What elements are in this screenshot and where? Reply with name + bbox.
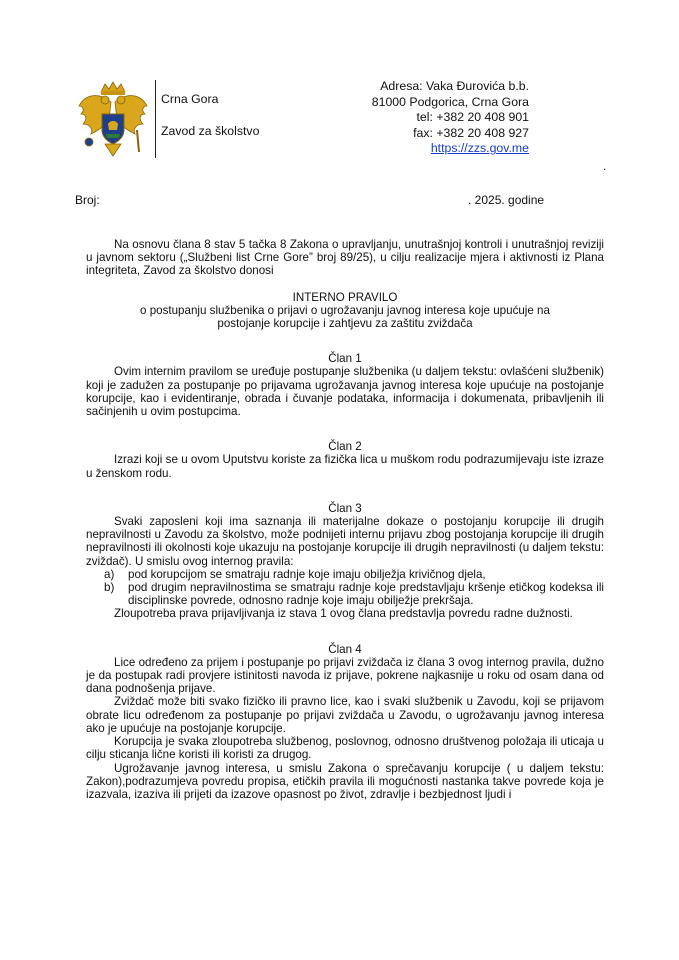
document-title: INTERNO PRAVILO (292, 290, 398, 304)
article-4-paragraph-3: Korupcija je svaka zloupotreba službenog, poslovnog, odnosno društvenog položaja ili uticaja u cilju sticanja lične koristi ili koristi za drugog. (86, 735, 604, 762)
broj-label: Broj: (75, 193, 100, 207)
list-item (86, 568, 604, 581)
article-3-paragraph-2: Zloupotreba prava prijavljivanja iz stava 1 ovog člana predstavlja povredu radne dužnosti. (114, 607, 573, 621)
list-item-text: pod korupcijom se smatraju radnje koje imaju obilježja krivičnog djela, (128, 567, 486, 581)
fax-line: fax: +382 20 408 927 (413, 125, 529, 140)
list-item-text: pod drugim nepravilnostima se smatraju radnje koje predstavljaju kršenje etičkog kodeksa ili disciplinske povrede, odnosno radnje koje imaju obilježje prekršaja. (128, 581, 604, 608)
list-item (86, 581, 604, 607)
document-body (86, 238, 604, 801)
document-subtitle: o postupanju službenika o prijavi o ugrožavanju javnog interesa koje upućuje na postojanje korupcije i zahtjevu za zaštitu zviždača (140, 303, 550, 331)
address-block (372, 79, 529, 157)
list-item-label: b) (104, 581, 115, 595)
article-4-paragraph-1: Lice određeno za prijem i postupanje po prijavi zviždača iz člana 3 ovog internog pravila, dužno je da postupak radi provjere istinitosti navoda iz prijave, pokrene najkasnije u roku od osam dana od dana podnošenja prijave. (86, 655, 604, 696)
article-4-paragraph-4: Ugrožavanje javnog interesa, u smislu Zakona o sprečavanju korupcije ( u daljem tekstu: Zakon),podrazumjeva povredu propisa, etičkih pravila ili mogućnosti nastanka takve povrede koja je izazvala, izaziva ili prijeti da izazove opasnost po život, zdravlje i bezbjednost ljudi i (86, 761, 604, 801)
country-name: Crna Gora (161, 92, 219, 106)
institution-name: Zavod za školstvo (161, 124, 260, 138)
article-2-paragraph: Izrazi koji se u ovom Uputstvu koriste za fizička lica u muškom rodu podrazumijevaju iste izraze u ženskom rodu. (86, 453, 604, 480)
coat-of-arms-emblem (75, 80, 151, 160)
header-dot: . (603, 159, 607, 173)
article-4-heading: Član 4 (328, 642, 362, 656)
city-line: 81000 Podgorica, Crna Gora (371, 94, 529, 109)
address-line: Adresa: Vaka Đurovića b.b. (380, 79, 529, 93)
phone-line: tel: +382 20 408 901 (416, 110, 529, 125)
header-divider (155, 80, 156, 158)
document-year: . 2025. godine (468, 193, 545, 207)
article-4-paragraph-2: Zviždač može biti svako fizičko ili pravno lice, kao i svaki službenik u Zavodu, koji se prijavom obrate licu određenom za postupanje po prijavi zviždača u Zavodu, o ugrožavanju javnog interesa ako je upućuje na postojanje korupcije. (86, 695, 604, 735)
intro-paragraph: Na osnovu člana 8 stav 5 tačka 8 Zakona o upravljanju, unutrašnjoj kontroli i unutrašnjoj reviziji u javnom sektoru („Službeni list Crne Gore” broj 89/25), u cilju realizacije mjera i aktivnosti iz Plana integriteta, Zavod za školstvo donosi (86, 238, 604, 278)
website-link[interactable]: https://zzs.gov.me (430, 141, 529, 156)
article-3-paragraph: Svaki zaposleni koji ima saznanja ili materijalne dokaze o postojanju korupcije ili drugih nepravilnosti u Zavodu za školstvo, može podnijeti internu prijavu zbog postojanja korupcije ili drugih nepravilnosti ili okolnosti koje ukazuju na postojanje korupcije ili drugih nepravilnosti (u daljem tekstu: zviždač). U smislu ovog internog pravila: (86, 515, 604, 568)
article-2-heading: Član 2 (328, 440, 362, 454)
article-1-paragraph: Ovim internim pravilom se uređuje postupanje službenika (u daljem tekstu: ovlašćeni službenik) koji je zadužen za postupanje po prijavama ugrožavanja javnog interesa koje upućuje na postojanje korupcije, kao i evidentiranje, obrada i čuvanje podataka, informacija i dokumenata, pribavljenih ili sačinjenih u ovim postupcima. (86, 365, 604, 419)
article-3-heading: Član 3 (328, 501, 362, 515)
article-1-heading: Član 1 (328, 352, 362, 366)
list-item-label: a) (104, 567, 115, 581)
